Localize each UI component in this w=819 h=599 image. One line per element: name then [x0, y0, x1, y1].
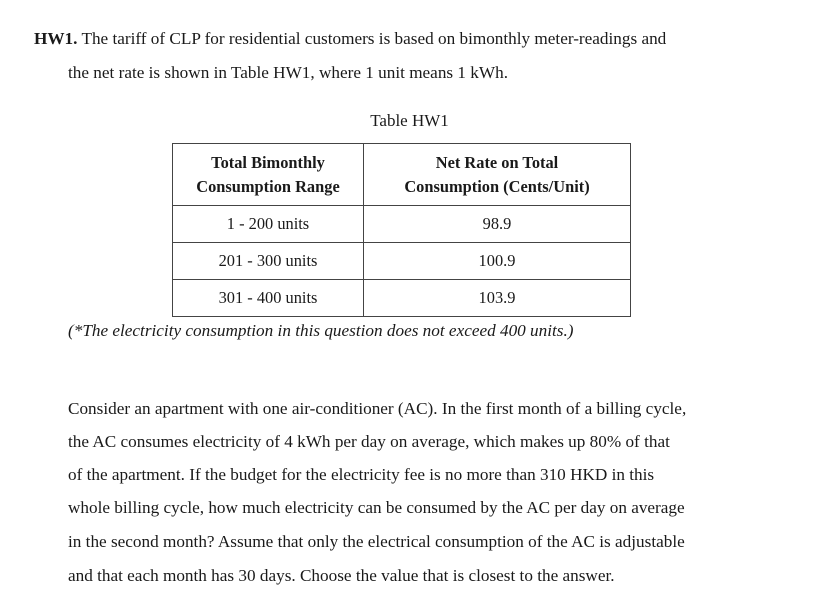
problem-label: HW1.: [34, 29, 78, 48]
table-row: [173, 206, 631, 243]
body-line-6: and that each month has 30 days. Choose the value that is closest to the answer.: [68, 566, 615, 585]
table-note: (*The electricity consumption in this question does not exceed 400 units.): [68, 321, 574, 340]
header-col2-line2: Consumption (Cents/Unit): [404, 176, 590, 196]
row-range: 201 - 300 units: [173, 243, 364, 280]
body-line-2: the AC consumes electricity of 4 kWh per day on average, which makes up 80% of that: [68, 432, 670, 451]
body-line-1: Consider an apartment with one air-conditioner (AC). In the first month of a billing cycle,: [68, 399, 687, 418]
header-col2-line1: Net Rate on Total: [435, 152, 559, 172]
body-line-3: of the apartment. If the budget for the electricity fee is no more than 310 HKD in this: [68, 465, 655, 484]
table-row: [173, 243, 631, 280]
body-line-5: in the second month? Assume that only the electrical consumption of the AC is adjustable: [68, 532, 685, 551]
row-range: 1 - 200 units: [173, 206, 364, 243]
row-rate: 98.9: [364, 206, 631, 243]
problem-intro-text-1: The tariff of CLP for residential customers is based on bimonthly meter-readings and: [77, 29, 667, 48]
problem-intro-line-2: the net rate is shown in Table HW1, where 1 unit means 1 kWh.: [68, 63, 508, 82]
row-rate: 103.9: [364, 280, 631, 317]
body-line-4: whole billing cycle, how much electricity can be consumed by the AC per day on average: [68, 498, 685, 517]
header-col1-line1: Total Bimonthly: [211, 152, 325, 172]
tariff-table: [172, 143, 631, 317]
row-range: 301 - 400 units: [173, 280, 364, 317]
header-consumption-range: [173, 144, 364, 206]
header-col1-line2: Consumption Range: [196, 176, 340, 196]
header-net-rate: [364, 144, 631, 206]
table-row: [173, 280, 631, 317]
table-caption: Table HW1: [370, 111, 449, 130]
row-rate: 100.9: [364, 243, 631, 280]
table-header-row: [173, 144, 631, 206]
problem-intro-line-1: [34, 29, 666, 49]
